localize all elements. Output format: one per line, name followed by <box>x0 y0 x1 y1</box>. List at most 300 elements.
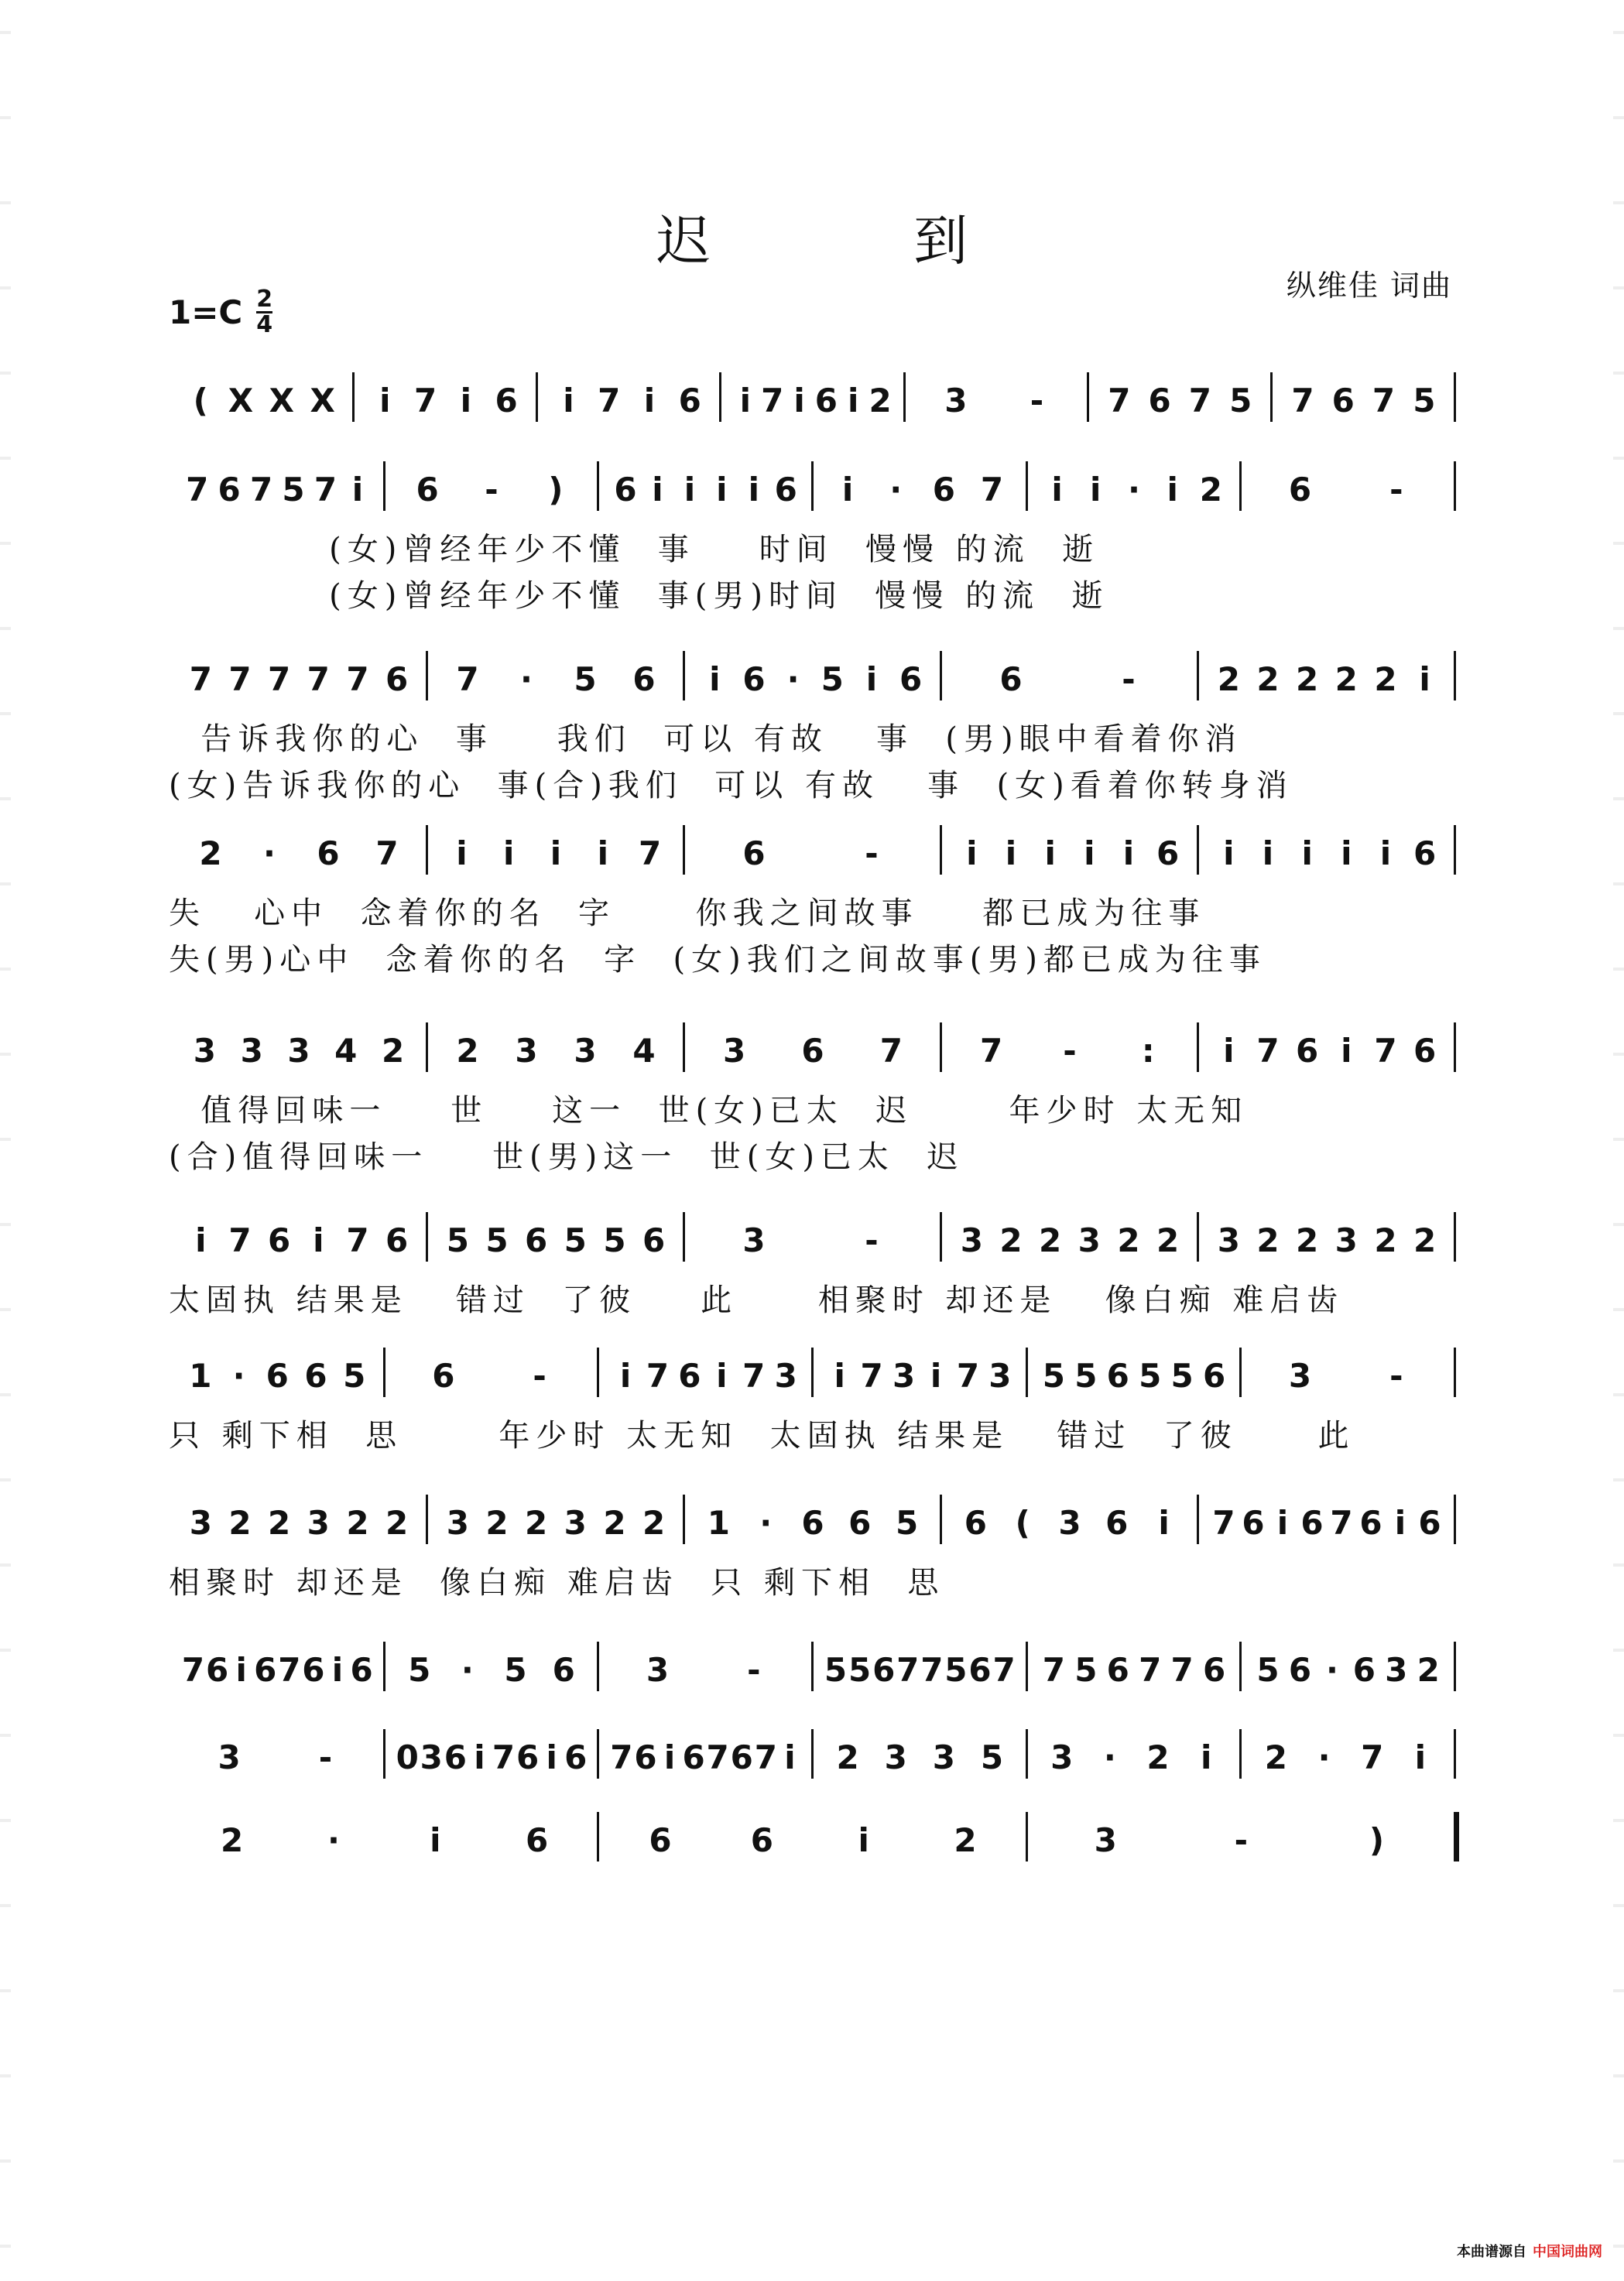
note: 3 <box>1094 1821 1117 1859</box>
note: 7 <box>761 382 784 420</box>
note: 6 <box>1288 471 1312 509</box>
note: 6 <box>1413 834 1437 872</box>
note: · <box>263 834 276 872</box>
note: i <box>1167 471 1178 509</box>
note: i <box>652 471 663 509</box>
note: - <box>533 1357 546 1395</box>
score-system <box>170 1026 1455 1069</box>
note: 6 <box>1352 1651 1376 1689</box>
note: 3 <box>218 1738 241 1776</box>
lyric-line: 值得回味一 世 这一 世(女)已太 迟 年少时 太无知 <box>169 1093 1249 1129</box>
note: 5 <box>1229 382 1252 420</box>
bar-line <box>1454 1022 1456 1072</box>
note: i <box>313 1221 324 1259</box>
measure <box>952 654 1187 697</box>
note: 1 <box>189 1357 212 1395</box>
bar-line <box>383 1642 385 1691</box>
note: 6 <box>1106 1651 1129 1689</box>
note: 3 <box>723 1032 746 1070</box>
bar-line <box>940 1212 942 1262</box>
note: 7 <box>742 1357 766 1395</box>
note: 2 <box>1264 1738 1288 1776</box>
bar-line <box>940 651 942 700</box>
measure <box>1038 1732 1231 1776</box>
note: i <box>619 1357 632 1395</box>
measure <box>438 1498 673 1541</box>
note: 2 <box>1417 1651 1440 1689</box>
note: 6 <box>385 1221 409 1259</box>
note: 6 <box>801 1032 824 1070</box>
time-bottom: 4 <box>256 311 273 338</box>
note: 3 <box>1050 1738 1074 1776</box>
note: 6 <box>932 471 955 509</box>
note: 3 <box>646 1651 670 1689</box>
measure <box>1252 464 1444 508</box>
measure <box>1038 1815 1444 1858</box>
bar-line <box>903 372 906 422</box>
note: · <box>1127 471 1140 509</box>
note: 3 <box>1058 1504 1081 1542</box>
note: 2 <box>836 1738 859 1776</box>
note: i <box>716 1357 728 1395</box>
bar-line <box>383 1348 385 1397</box>
note: 2 <box>999 1221 1023 1259</box>
bar-line <box>426 1212 428 1262</box>
lyric-line: 失 心中 念着你的名 字 你我之间故事 都已成为往事 <box>169 896 1206 931</box>
note: 4 <box>334 1032 358 1070</box>
note: 2 <box>199 834 222 872</box>
source-footer <box>1457 2241 1602 2261</box>
key-label: 1=C <box>169 293 243 331</box>
note: 6 <box>1106 1357 1129 1395</box>
note: 7 <box>992 1651 1016 1689</box>
measure <box>1209 828 1444 872</box>
measure <box>181 1351 374 1394</box>
note: 7 <box>456 660 479 698</box>
note: 7 <box>1139 1651 1162 1689</box>
bar-line <box>352 372 355 422</box>
note: 7 <box>313 471 337 509</box>
note: 7 <box>706 1738 729 1776</box>
bar-line <box>1197 651 1199 700</box>
bar-line <box>597 1348 599 1397</box>
note: 5 <box>1256 1651 1280 1689</box>
note: 1 <box>707 1504 730 1542</box>
note: i <box>195 1221 207 1259</box>
note: 5 <box>848 1651 872 1689</box>
note: 7 <box>920 1651 944 1689</box>
measure <box>824 1645 1016 1688</box>
note: 2 <box>869 382 892 420</box>
note: 5 <box>1170 1357 1194 1395</box>
measure <box>181 1498 416 1541</box>
bar-line <box>683 1022 685 1072</box>
note: 7 <box>879 1032 903 1070</box>
note: 2 <box>1156 1221 1180 1259</box>
score-system <box>170 1498 1455 1541</box>
measure <box>1283 375 1444 419</box>
note: i <box>930 1357 942 1395</box>
note: 3 <box>1288 1357 1312 1395</box>
note: 6 <box>1156 834 1180 872</box>
note: 5 <box>485 1221 509 1259</box>
note: 7 <box>186 471 209 509</box>
lyric-line: 相聚时 却还是 像白痴 难启齿 只 剩下相 思 <box>169 1565 945 1601</box>
note: 3 <box>960 1221 983 1259</box>
note: i <box>1084 834 1095 872</box>
bar-line <box>383 1729 385 1779</box>
bar-line <box>1026 1729 1028 1779</box>
note: 3 <box>240 1032 263 1070</box>
score-system <box>170 464 1455 508</box>
note: i <box>331 1651 344 1689</box>
note: 7 <box>492 1738 516 1776</box>
note: i <box>748 471 759 509</box>
measure <box>438 1026 673 1069</box>
bar-line <box>1239 1348 1242 1397</box>
note: 6 <box>1413 1032 1437 1070</box>
note: X <box>310 382 335 420</box>
note: 7 <box>1188 382 1212 420</box>
note: 6 <box>350 1651 373 1689</box>
note: 6 <box>750 1821 773 1859</box>
note: 7 <box>638 834 662 872</box>
measure <box>952 1026 1187 1069</box>
note: i <box>1341 1032 1352 1070</box>
note: 6 <box>814 382 838 420</box>
note: i <box>597 834 608 872</box>
time-top: 2 <box>256 286 273 313</box>
bar-line <box>1026 1812 1028 1861</box>
note: 6 <box>495 382 518 420</box>
bar-line <box>1087 372 1089 422</box>
note: 5 <box>408 1651 431 1689</box>
time-signature <box>256 288 272 337</box>
lyric-line: (女)曾经年少不懂 事 时间 慢慢 的流 逝 <box>169 532 1100 567</box>
note: 3 <box>742 1221 766 1259</box>
measure <box>1209 654 1444 697</box>
note: i <box>1044 834 1056 872</box>
note: 7 <box>956 1357 980 1395</box>
bar-line <box>426 1022 428 1072</box>
note: 6 <box>302 1651 325 1689</box>
note: - <box>747 1651 761 1689</box>
bar-line <box>597 1729 599 1779</box>
note: i <box>1158 1504 1170 1542</box>
note: ) <box>548 471 564 509</box>
measure <box>181 1732 374 1776</box>
note: 5 <box>564 1221 587 1259</box>
note: 2 <box>228 1504 252 1542</box>
measure <box>952 828 1187 872</box>
note: 6 <box>564 1738 588 1776</box>
note: 5 <box>1074 1651 1098 1689</box>
note: 3 <box>1385 1651 1408 1689</box>
note: 2 <box>385 1504 409 1542</box>
note: 5 <box>1074 1357 1098 1395</box>
note: 6 <box>1296 1032 1319 1070</box>
bar-line <box>536 372 538 422</box>
note: i <box>351 471 364 509</box>
note: i <box>663 1738 676 1776</box>
note: 5 <box>446 1221 469 1259</box>
note: i <box>1090 471 1102 509</box>
note: 2 <box>1117 1221 1140 1259</box>
bar-line <box>1454 825 1456 875</box>
key-signature <box>169 288 272 337</box>
measure <box>695 654 930 697</box>
measure <box>609 1351 802 1394</box>
measure <box>1038 1351 1231 1394</box>
song-title: 迟 到 <box>656 209 1061 272</box>
note: i <box>235 1651 247 1689</box>
note: · <box>786 660 800 698</box>
bar-line <box>1026 1348 1028 1397</box>
note: - <box>485 471 499 509</box>
bar-line <box>1197 825 1199 875</box>
note: 7 <box>1330 1504 1353 1542</box>
bar-line <box>1270 372 1273 422</box>
note: 6 <box>552 1651 575 1689</box>
note: i <box>1122 834 1135 872</box>
measure <box>396 1645 588 1688</box>
bar-line <box>1197 1022 1199 1072</box>
measure <box>1038 1645 1231 1688</box>
note: 7 <box>646 1357 670 1395</box>
bar-line <box>683 1212 685 1262</box>
note: 3 <box>287 1032 310 1070</box>
note: X <box>269 382 294 420</box>
measure <box>952 1215 1187 1259</box>
measure <box>438 828 673 872</box>
note: 2 <box>1146 1738 1170 1776</box>
note: 5 <box>1413 382 1436 420</box>
note: 6 <box>649 1821 672 1859</box>
measure <box>396 464 588 508</box>
note: i <box>1379 834 1392 872</box>
note: 6 <box>742 660 766 698</box>
note: 5 <box>504 1651 527 1689</box>
note: 6 <box>525 1221 548 1259</box>
measure <box>181 654 416 697</box>
note: 6 <box>218 471 241 509</box>
note: 6 <box>730 1738 753 1776</box>
bar-line <box>683 651 685 700</box>
note: 7 <box>1361 1738 1384 1776</box>
note: 6 <box>1148 382 1171 420</box>
note: ( <box>193 382 208 420</box>
note: 6 <box>1418 1504 1441 1542</box>
bar-line <box>1454 1812 1459 1861</box>
bar-line <box>1454 372 1456 422</box>
note: - <box>318 1738 333 1776</box>
note: 3 <box>307 1504 330 1542</box>
note: 6 <box>266 1357 289 1395</box>
note: i <box>474 1738 485 1776</box>
note: 2 <box>1256 1221 1280 1259</box>
note: 5 <box>980 1738 1004 1776</box>
note: 2 <box>1296 660 1319 698</box>
measure <box>1209 1215 1444 1259</box>
note: 6 <box>444 1738 467 1776</box>
note: · <box>1325 1651 1338 1689</box>
lyric-line: (女)告诉我你的心 事(合)我们 可以 有故 事 (女)看着你转身消 <box>169 768 1293 803</box>
note: 6 <box>1288 1651 1312 1689</box>
bar-line <box>1454 1495 1456 1544</box>
note: 5 <box>1042 1357 1065 1395</box>
measure <box>438 654 673 697</box>
note: 7 <box>228 1221 252 1259</box>
note: 6 <box>682 1738 705 1776</box>
note: 5 <box>895 1504 919 1542</box>
note: · <box>327 1821 340 1859</box>
note: 2 <box>1217 660 1240 698</box>
note: 6 <box>614 471 637 509</box>
note: 3 <box>420 1738 443 1776</box>
note: 2 <box>1199 471 1222 509</box>
note: 2 <box>221 1821 244 1859</box>
score-system <box>170 1645 1455 1688</box>
note: 6 <box>304 1357 327 1395</box>
note: i <box>1394 1504 1406 1542</box>
score-system <box>170 654 1455 697</box>
bar-line <box>811 1642 814 1691</box>
note: - <box>1122 660 1136 698</box>
note: i <box>1341 834 1352 872</box>
note: 6 <box>416 471 439 509</box>
note: · <box>232 1357 245 1395</box>
measure <box>695 828 930 872</box>
measure <box>609 1732 802 1776</box>
note: i <box>834 1357 845 1395</box>
measure <box>181 375 343 419</box>
note: 5 <box>1139 1357 1162 1395</box>
note: X <box>228 382 254 420</box>
score-system <box>170 1732 1455 1776</box>
bar-line <box>1197 1495 1199 1544</box>
note: 7 <box>1374 1032 1397 1070</box>
note: 6 <box>317 834 340 872</box>
bar-line <box>426 651 428 700</box>
note: i <box>1201 1738 1212 1776</box>
note: 2 <box>1256 660 1280 698</box>
note: 7 <box>346 660 369 698</box>
lyric-line: (女)曾经年少不懂 事(男)时间 慢慢 的流 逝 <box>169 578 1109 614</box>
note: 6 <box>801 1504 824 1542</box>
measure <box>1252 1351 1444 1394</box>
bar-line <box>1026 461 1028 511</box>
note: · <box>1103 1738 1116 1776</box>
note: 3 <box>1334 1221 1358 1259</box>
note: 7 <box>1212 1504 1235 1542</box>
note: 6 <box>1202 1357 1226 1395</box>
score-system <box>170 1815 1455 1858</box>
bar-line <box>597 461 599 511</box>
note: 7 <box>860 1357 883 1395</box>
bar-line <box>1026 1642 1028 1691</box>
bar-line <box>1239 1642 1242 1691</box>
note: 7 <box>181 1651 205 1689</box>
score-system <box>170 1215 1455 1259</box>
bar-line <box>940 1495 942 1544</box>
measure <box>396 1351 588 1394</box>
note: 2 <box>525 1504 548 1542</box>
note: 7 <box>307 660 330 698</box>
footer-text: 本曲谱源自 <box>1457 2244 1526 2260</box>
measure <box>1252 1732 1444 1776</box>
note: 2 <box>954 1821 977 1859</box>
note: 7 <box>1256 1032 1280 1070</box>
note: 6 <box>872 1651 896 1689</box>
note: i <box>1301 834 1313 872</box>
score-system <box>170 1351 1455 1394</box>
note: i <box>430 1821 441 1859</box>
note: 7 <box>268 660 291 698</box>
bar-line <box>1454 1212 1456 1262</box>
measure <box>695 1026 930 1069</box>
note: : <box>1141 1032 1155 1070</box>
note: 6 <box>1331 382 1355 420</box>
footer-site: 中国词曲网 <box>1533 2244 1602 2260</box>
note: 6 <box>268 1221 291 1259</box>
lyric-line: (合)值得回味一 世(男)这一 世(女)已太 迟 <box>169 1139 964 1175</box>
note: i <box>379 382 391 420</box>
note: 7 <box>1108 382 1131 420</box>
note: · <box>520 660 533 698</box>
note: 2 <box>603 1504 626 1542</box>
note: ) <box>1369 1821 1385 1859</box>
note: 7 <box>1042 1651 1065 1689</box>
note: 5 <box>574 660 597 698</box>
note: 6 <box>1105 1504 1129 1542</box>
note: 2 <box>1413 1221 1437 1259</box>
note: 6 <box>254 1651 277 1689</box>
note: i <box>739 382 752 420</box>
note: i <box>793 382 805 420</box>
measure <box>181 1815 588 1858</box>
measure <box>1099 375 1261 419</box>
composer-credit: 纵维佳 词曲 <box>1286 269 1452 303</box>
note: i <box>1276 1504 1289 1542</box>
note: 2 <box>381 1032 405 1070</box>
note: 7 <box>598 382 621 420</box>
note: 6 <box>999 660 1023 698</box>
note: 6 <box>899 660 923 698</box>
note: - <box>1063 1032 1077 1070</box>
measure <box>824 1351 1016 1394</box>
page-border-left <box>0 0 11 2281</box>
note: 2 <box>1039 1221 1062 1259</box>
note: 6 <box>642 1221 666 1259</box>
note: 5 <box>944 1651 968 1689</box>
note: 7 <box>1170 1651 1194 1689</box>
measure <box>609 1815 1016 1858</box>
note: 7 <box>228 660 252 698</box>
bar-line <box>1239 1729 1242 1779</box>
note: 7 <box>1291 382 1314 420</box>
note: 5 <box>282 471 305 509</box>
measure <box>1252 1645 1444 1688</box>
note: 6 <box>1202 1651 1226 1689</box>
bar-line <box>597 1642 599 1691</box>
measure <box>609 464 802 508</box>
measure <box>824 464 1016 508</box>
measure <box>695 1215 930 1259</box>
note: - <box>865 834 879 872</box>
note: 2 <box>485 1504 509 1542</box>
note: i <box>1223 834 1235 872</box>
bar-line <box>426 825 428 875</box>
